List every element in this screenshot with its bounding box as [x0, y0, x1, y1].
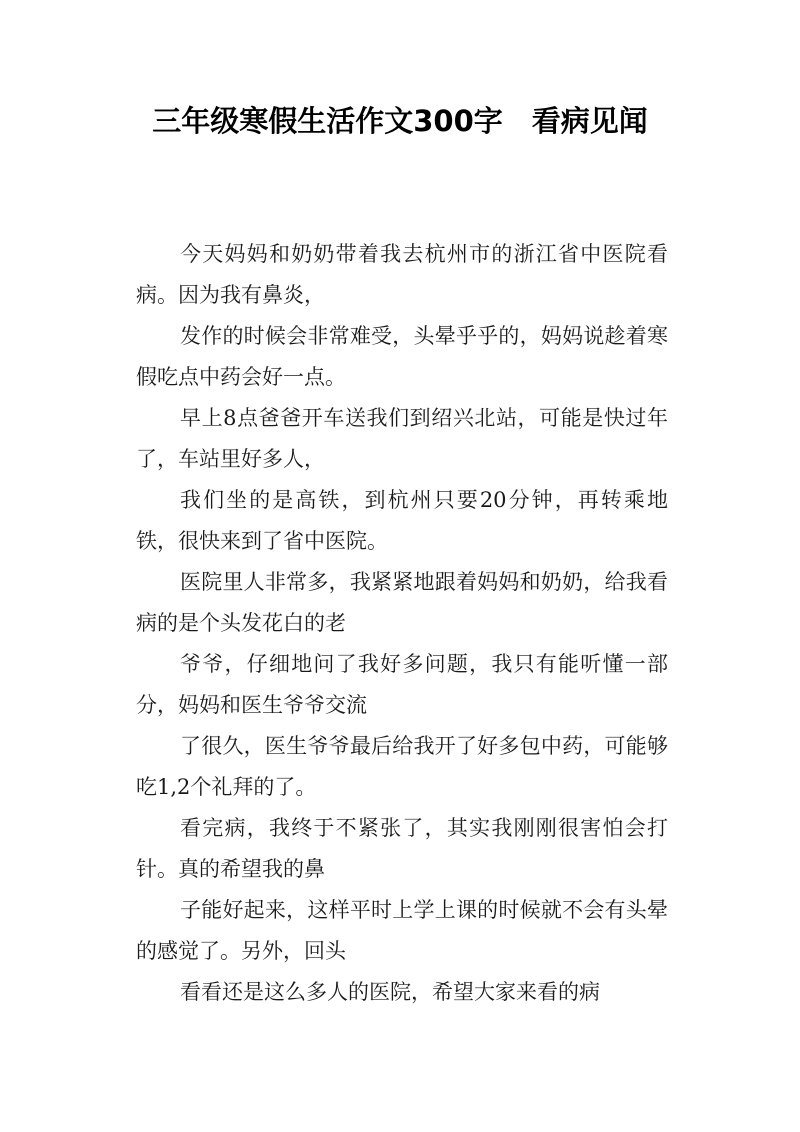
paragraph: 发作的时候会非常难受，头晕乎乎的，妈妈说趁着寒假吃点中药会好一点。	[136, 324, 668, 389]
paragraph: 子能好起来，这样平时上学上课的时候就不会有头晕的感觉了。另外，回头	[136, 898, 668, 963]
paragraph: 今天妈妈和奶奶带着我去杭州市的浙江省中医院看病。因为我有鼻炎，	[136, 242, 668, 307]
paragraph: 爷爷，仔细地问了我好多问题，我只有能听懂一部分，妈妈和医生爷爷交流	[136, 652, 668, 717]
document-body	[136, 234, 668, 1013]
paragraph: 医院里人非常多，我紧紧地跟着妈妈和奶奶，给我看病的是个头发花白的老	[136, 570, 668, 635]
paragraph: 看看还是这么多人的医院，希望大家来看的病	[180, 980, 600, 1004]
document-title: 三年级寒假生活作文300字 看病见闻	[152, 104, 648, 138]
paragraph: 我们坐的是高铁，到杭州只要20分钟，再转乘地铁，很快来到了省中医院。	[136, 488, 668, 553]
paragraph: 早上8点爸爸开车送我们到绍兴北站，可能是快过年了，车站里好多人，	[136, 406, 668, 471]
paragraph: 看完病，我终于不紧张了，其实我刚刚很害怕会打针。真的希望我的鼻	[136, 816, 668, 881]
paragraph: 了很久，医生爷爷最后给我开了好多包中药，可能够吃1,2个礼拜的了。	[136, 734, 668, 799]
